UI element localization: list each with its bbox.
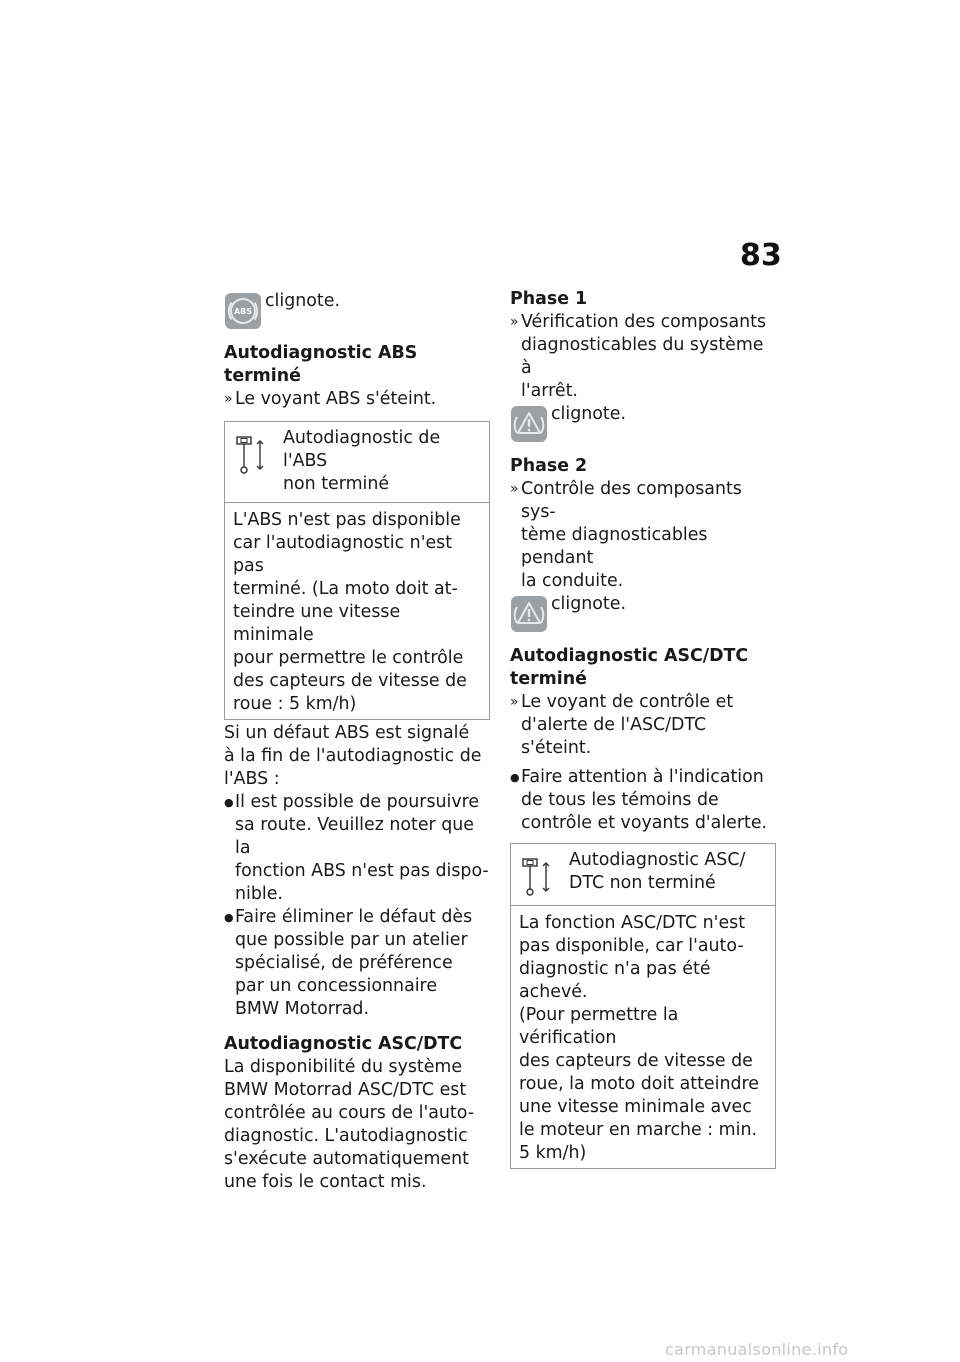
arrow-mark: » [510,694,519,710]
arrow-mark: » [224,391,233,407]
note-box-abs-title [283,427,483,496]
target-value-icon [519,853,559,899]
note-line: pour permettre le contrôle [233,648,464,668]
text-line: Le voyant de contrôle et [521,692,734,712]
text-line: tème diagnosticables pendant [521,525,708,568]
footer-watermark: carmanualsonline.info [665,1340,849,1359]
note-line: terminé. (La moto doit at- [233,579,458,599]
note-box-abs [224,421,490,720]
phase-2-item [510,478,776,593]
note-box-asc [510,843,776,1169]
phase-1-lamp-text: clignote. [551,404,626,424]
note-line: La fonction ASC/DTC n'est [519,913,746,933]
text-line: diagnostic. L'autodiagnostic [224,1126,468,1146]
page-number: 83 [740,238,782,273]
note-line: des capteurs de vitesse de [233,671,467,691]
svg-text:ABS: ABS [233,307,253,316]
text-line: diagnosticables du système à [521,335,764,378]
bullet-item-continue [224,791,490,906]
heading-asc: Autodiagnostic ASC/DTC [224,1034,463,1054]
abs-lamp-row [224,288,490,330]
abs-warning-lamp-icon [224,292,262,330]
note-line: diagnostic n'a pas été achevé. [519,959,711,1002]
text-line: d'alerte de l'ASC/DTC s'éteint. [521,715,707,758]
text-line: de tous les témoins de [521,790,719,810]
asc-done-item [510,691,776,760]
bullet-item-attention [510,766,776,835]
arrow-mark: » [510,481,519,497]
heading-line: terminé [510,669,587,689]
note-title-line: Autodiagnostic de l'ABS [283,428,441,471]
right-column [510,288,776,1171]
text-line: à la fin de l'autodiagnostic de [224,746,482,766]
text-line: Faire éliminer le défaut dès [235,907,473,927]
text-line: spécialisé, de préférence [235,953,453,973]
note-line: pas disponible, car l'auto- [519,936,744,956]
phase-2-lamp-text: clignote. [551,594,626,614]
note-line: L'ABS n'est pas disponible [233,510,461,530]
note-line: teindre une vitesse minimale [233,602,401,645]
text-line: que possible par un atelier [235,930,468,950]
note-box-abs-body [225,503,489,719]
text-line: BMW Motorrad ASC/DTC est [224,1080,467,1100]
note-box-asc-title [569,849,745,895]
note-box-abs-head [225,422,489,503]
note-title-line: non terminé [283,474,390,494]
heading-asc-done [510,645,776,691]
note-line: roue : 5 km/h) [233,694,357,714]
phase-1-item [510,311,776,403]
arrow-mark: » [510,314,519,330]
text-line: une fois le contact mis. [224,1172,427,1192]
note-line: le moteur en marche : min. [519,1120,757,1140]
note-title-line: Autodiagnostic ASC/ [569,850,746,870]
note-line: des capteurs de vitesse de [519,1051,753,1071]
note-title-line: DTC non terminé [569,873,716,893]
bullet-mark: ● [510,771,520,784]
text-line: Vérification des composants [521,312,767,332]
note-line: car l'autodiagnostic n'est pas [233,533,453,576]
asc-paragraph [224,1056,490,1194]
note-box-asc-body [511,906,775,1168]
text-line: la conduite. [521,571,624,591]
phase-1-lamp-row [510,401,776,443]
phase-2-lamp-row [510,591,776,633]
asc-dtc-warning-lamp-icon [510,405,548,443]
text-line: Il est possible de poursuivre [235,792,480,812]
target-value-icon [233,431,273,477]
bullet-item-repair [224,906,490,1021]
text-line: Si un défaut ABS est signalé [224,723,470,743]
text-line: par un concessionnaire [235,976,438,996]
text-line: Faire attention à l'indication [521,767,764,787]
note-line: une vitesse minimale avec [519,1097,752,1117]
left-column [224,288,490,1194]
text-line: s'exécute automatiquement [224,1149,469,1169]
note-box-asc-head [511,844,775,906]
note-line: roue, la moto doit atteindre [519,1074,759,1094]
heading-line: Autodiagnostic ASC/DTC [510,646,749,666]
text-line: Contrôle des composants sys- [521,479,742,522]
text-line: l'ABS : [224,769,280,789]
abs-done-text: Le voyant ABS s'éteint. [235,389,437,409]
heading-phase-1: Phase 1 [510,289,588,309]
heading-phase-2: Phase 2 [510,456,588,476]
abs-done-item [224,388,490,411]
note-line: (Pour permettre la vérification [519,1005,679,1048]
text-line: l'arrêt. [521,381,578,401]
text-line: contrôlée au cours de l'auto- [224,1103,474,1123]
text-line: sa route. Veuillez noter que la [235,815,474,858]
text-line: contrôle et voyants d'alerte. [521,813,768,833]
abs-defect-paragraph [224,722,490,791]
bullet-mark: ● [224,796,234,809]
text-line: fonction ABS n'est pas dispo- [235,861,489,881]
note-line: 5 km/h) [519,1143,587,1163]
text-line: La disponibilité du système [224,1057,463,1077]
text-line: nible. [235,884,283,904]
asc-dtc-warning-lamp-icon [510,595,548,633]
text-line: BMW Motorrad. [235,999,369,1019]
bullet-mark: ● [224,911,234,924]
abs-lamp-text: clignote. [265,291,340,311]
heading-abs-done: Autodiagnostic ABS terminé [224,343,418,386]
